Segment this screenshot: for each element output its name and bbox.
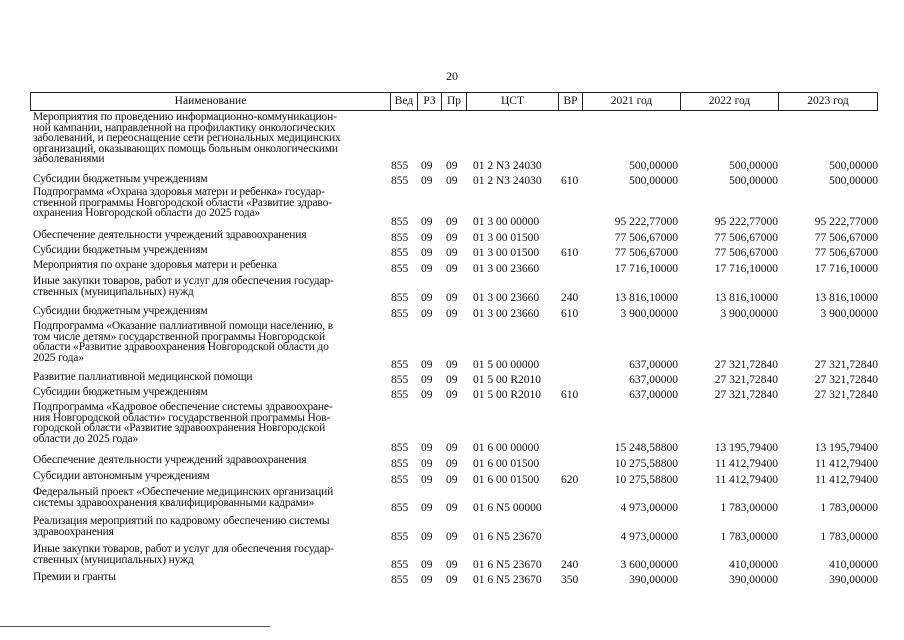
header-2023: 2023 год	[807, 95, 849, 107]
cell-2023: 11 412,79400	[815, 458, 878, 471]
cell-pr: 09	[446, 374, 458, 387]
row-name: Обеспечение деятельности учреждений здравоохранения	[33, 229, 307, 241]
cell-pr: 09	[446, 474, 458, 487]
cell-cst: 01 6 N5 23670	[473, 559, 542, 572]
cell-rz: 09	[421, 359, 433, 372]
row-name: Федеральный проект «Обеспечение медицинских организаций системы здравоохранения квалифицированными кадрами»	[33, 486, 334, 509]
cell-pr: 09	[446, 559, 458, 572]
cell-2023: 27 321,72840	[814, 389, 878, 402]
cell-vr: 610	[561, 175, 579, 188]
cell-2022: 3 900,00000	[720, 308, 778, 321]
row-name: Субсидии бюджетным учреждениям	[33, 386, 208, 398]
cell-vr: 240	[561, 559, 579, 572]
cell-rz: 09	[421, 458, 433, 471]
table-row	[30, 245, 878, 259]
row-name: Субсидии бюджетным учреждениям	[33, 244, 208, 256]
cell-ved: 855	[391, 442, 409, 455]
cell-cst: 01 3 00 01500	[473, 232, 540, 245]
cell-rz: 09	[421, 232, 433, 245]
cell-ved: 855	[391, 389, 409, 402]
cell-2022: 11 412,79400	[715, 474, 778, 487]
row-name: Иные закупки товаров, работ и услуг для обеспечения государ- ственных (муниципальных) нужд	[33, 543, 334, 566]
table-row	[30, 387, 878, 401]
table-row	[30, 260, 878, 275]
cell-vr: 240	[561, 292, 579, 305]
cell-2022: 27 321,72840	[714, 389, 778, 402]
cell-ved: 855	[391, 308, 409, 321]
cell-ved: 855	[391, 232, 409, 245]
cell-rz: 09	[421, 160, 433, 173]
cell-ved: 855	[391, 263, 409, 276]
cell-2021: 13 816,10000	[614, 292, 678, 305]
cell-ved: 855	[391, 160, 409, 173]
cell-2022: 27 321,72840	[714, 359, 778, 372]
cell-cst: 01 3 00 23660	[473, 292, 540, 305]
cell-pr: 09	[446, 308, 458, 321]
cell-rz: 09	[421, 574, 433, 587]
bottom-rule	[0, 626, 270, 627]
cell-2023: 77 506,67000	[814, 232, 878, 245]
cell-pr: 09	[446, 442, 458, 455]
cell-2022: 1 783,00000	[720, 502, 778, 515]
cell-cst: 01 6 00 00000	[473, 442, 540, 455]
header-cst: ЦСТ	[467, 93, 559, 110]
cell-2023: 11 412,79400	[815, 474, 878, 487]
cell-2021: 17 716,10000	[614, 263, 678, 276]
cell-2022: 410,00000	[729, 559, 778, 572]
cell-rz: 09	[421, 175, 433, 188]
cell-2021: 500,00000	[629, 160, 678, 173]
cell-2022: 390,00000	[729, 574, 778, 587]
table-row	[30, 321, 878, 371]
cell-2021: 3 600,00000	[620, 559, 678, 572]
cell-2021: 77 506,67000	[614, 247, 678, 260]
cell-2022: 13 816,10000	[714, 292, 778, 305]
cell-2021: 637,00000	[629, 359, 678, 372]
cell-pr: 09	[446, 232, 458, 245]
cell-2022: 95 222,77000	[714, 216, 778, 229]
cell-ved: 855	[391, 175, 409, 188]
page-number: 20	[446, 69, 458, 83]
cell-rz: 09	[421, 216, 433, 229]
cell-2022: 11 412,79400	[715, 458, 778, 471]
table-row	[30, 487, 878, 514]
cell-2021: 4 973,00000	[620, 502, 678, 515]
cell-ved: 855	[391, 292, 409, 305]
row-name: Премии и гранты	[33, 571, 116, 583]
cell-pr: 09	[446, 263, 458, 276]
cell-2023: 410,00000	[829, 559, 878, 572]
cell-2023: 13 816,10000	[814, 292, 878, 305]
row-name: Подпрограмма «Охрана здоровья матери и ребенка» государ- ственной программы Новгородской области «Развитие здраво- охранения Новгородской области до 2025 года»	[33, 186, 332, 220]
cell-2023: 27 321,72840	[814, 359, 878, 372]
row-name: Субсидии бюджетным учреждениям	[33, 305, 208, 317]
cell-rz: 09	[421, 474, 433, 487]
cell-cst: 01 3 00 23660	[473, 263, 540, 276]
cell-2023: 1 783,00000	[820, 502, 878, 515]
header-pr: Пр	[442, 93, 467, 110]
cell-rz: 09	[421, 247, 433, 260]
table-row	[30, 572, 878, 586]
cell-rz: 09	[421, 531, 433, 544]
cell-pr: 09	[446, 502, 458, 515]
cell-vr: 610	[561, 389, 579, 402]
table-row	[30, 402, 878, 454]
header-rz: РЗ	[418, 93, 442, 110]
cell-cst: 01 6 N5 23670	[473, 574, 542, 587]
cell-2021: 3 900,00000	[620, 308, 678, 321]
cell-pr: 09	[446, 160, 458, 173]
cell-pr: 09	[446, 216, 458, 229]
header-2021: 2021 год	[583, 93, 681, 110]
row-name: Мероприятия по охране здоровья матери и ребенка	[33, 259, 277, 271]
cell-ved: 855	[391, 531, 409, 544]
cell-2021: 10 275,58800	[614, 474, 678, 487]
cell-cst: 01 5 00 00000	[473, 359, 540, 372]
cell-pr: 09	[446, 292, 458, 305]
cell-2023: 500,00000	[829, 160, 878, 173]
table-row	[30, 187, 878, 228]
row-name: Субсидии бюджетным учреждениям	[33, 173, 208, 185]
cell-pr: 09	[446, 458, 458, 471]
cell-cst: 01 5 00 R2010	[473, 389, 542, 402]
cell-ved: 855	[391, 458, 409, 471]
header-name: Наименование	[31, 93, 391, 110]
table-row	[30, 372, 878, 386]
table-row	[30, 306, 878, 320]
table-row	[30, 112, 878, 172]
cell-cst: 01 6 00 01500	[473, 458, 540, 471]
cell-2021: 15 248,58800	[614, 442, 678, 455]
cell-rz: 09	[421, 374, 433, 387]
cell-2021: 77 506,67000	[614, 232, 678, 245]
cell-vr: 350	[561, 574, 579, 587]
cell-2023: 27 321,72840	[814, 374, 878, 387]
cell-2023: 13 195,79400	[814, 442, 878, 455]
row-name: Субсидии автономным учреждениям	[33, 470, 210, 482]
cell-vr: 610	[561, 308, 579, 321]
cell-2023: 77 506,67000	[814, 247, 878, 260]
cell-2022: 17 716,10000	[714, 263, 778, 276]
table-row	[30, 544, 878, 571]
header-vr: ВР	[559, 93, 583, 110]
cell-ved: 855	[391, 359, 409, 372]
cell-2021: 390,00000	[629, 574, 678, 587]
table-row	[30, 230, 878, 244]
table-row	[30, 471, 878, 486]
cell-2023: 3 900,00000	[820, 308, 878, 321]
cell-vr: 610	[561, 247, 579, 260]
cell-cst: 01 5 00 R2010	[473, 374, 542, 387]
cell-cst: 01 3 00 01500	[473, 247, 540, 260]
cell-ved: 855	[391, 247, 409, 260]
cell-vr: 620	[561, 474, 579, 487]
cell-ved: 855	[391, 474, 409, 487]
cell-rz: 09	[421, 389, 433, 402]
cell-2023: 1 783,00000	[820, 531, 878, 544]
cell-rz: 09	[421, 308, 433, 321]
cell-cst: 01 2 N3 24030	[473, 175, 542, 188]
cell-rz: 09	[421, 263, 433, 276]
cell-2021: 637,00000	[629, 374, 678, 387]
cell-rz: 09	[421, 502, 433, 515]
table-row	[30, 455, 878, 470]
row-name: Развитие паллиативной медицинской помощи	[33, 371, 253, 383]
cell-pr: 09	[446, 531, 458, 544]
cell-rz: 09	[421, 559, 433, 572]
cell-2023: 17 716,10000	[814, 263, 878, 276]
header-ved: Вед	[391, 93, 418, 110]
table-header	[30, 92, 878, 111]
cell-rz: 09	[421, 442, 433, 455]
cell-cst: 01 2 N3 24030	[473, 160, 542, 173]
cell-2021: 4 973,00000	[620, 531, 678, 544]
table-row	[30, 516, 878, 543]
row-name: Подпрограмма «Кадровое обеспечение системы здравоохране- ния Новгородской области» государственной программы Нов- городской области «Развитие здравоохранения Новгородской области до 2025 года»	[33, 401, 333, 445]
cell-2022: 77 506,67000	[714, 247, 778, 260]
table-row	[30, 276, 878, 304]
cell-pr: 09	[446, 175, 458, 188]
cell-2023: 390,00000	[829, 574, 878, 587]
cell-cst: 01 6 N5 00000	[473, 502, 542, 515]
cell-ved: 855	[391, 574, 409, 587]
cell-pr: 09	[446, 247, 458, 260]
cell-ved: 855	[391, 559, 409, 572]
row-name: Подпрограмма «Оказание паллиативной помощи населению, в том числе детям» государственной программы Новгородской области «Развитие здравоохранения Новгородской области до 2025 года»	[33, 320, 333, 364]
cell-rz: 09	[421, 292, 433, 305]
cell-cst: 01 3 00 23660	[473, 308, 540, 321]
cell-2022: 500,00000	[729, 160, 778, 173]
cell-2021: 10 275,58800	[614, 458, 678, 471]
cell-2021: 500,00000	[629, 175, 678, 188]
cell-cst: 01 6 N5 23670	[473, 531, 542, 544]
cell-cst: 01 6 00 01500	[473, 474, 540, 487]
cell-2021: 637,00000	[629, 389, 678, 402]
row-name: Обеспечение деятельности учреждений здравоохранения	[33, 454, 307, 466]
cell-2022: 77 506,67000	[714, 232, 778, 245]
cell-ved: 855	[391, 502, 409, 515]
cell-ved: 855	[391, 374, 409, 387]
header-2022: 2022 год	[681, 93, 779, 110]
cell-pr: 09	[446, 389, 458, 402]
cell-2022: 27 321,72840	[714, 374, 778, 387]
cell-cst: 01 3 00 00000	[473, 216, 540, 229]
row-name: Иные закупки товаров, работ и услуг для обеспечения государ- ственных (муниципальных) нужд	[33, 275, 334, 298]
cell-2022: 1 783,00000	[720, 531, 778, 544]
cell-pr: 09	[446, 359, 458, 372]
cell-pr: 09	[446, 574, 458, 587]
cell-2021: 95 222,77000	[614, 216, 678, 229]
cell-2022: 500,00000	[729, 175, 778, 188]
cell-2022: 13 195,79400	[714, 442, 778, 455]
cell-2023: 95 222,77000	[814, 216, 878, 229]
cell-2023: 500,00000	[829, 175, 878, 188]
cell-ved: 855	[391, 216, 409, 229]
row-name: Мероприятия по проведению информационно-коммуникацион- ной кампании, направленной на профилактику онкологических заболеваний, и переоснащение сети региональных медицинских организаций, оказывающих помощь больным онкологическими заболеваниями	[33, 111, 341, 166]
row-name: Реализация мероприятий по кадровому обеспечению системы здравоохранения	[33, 515, 330, 538]
